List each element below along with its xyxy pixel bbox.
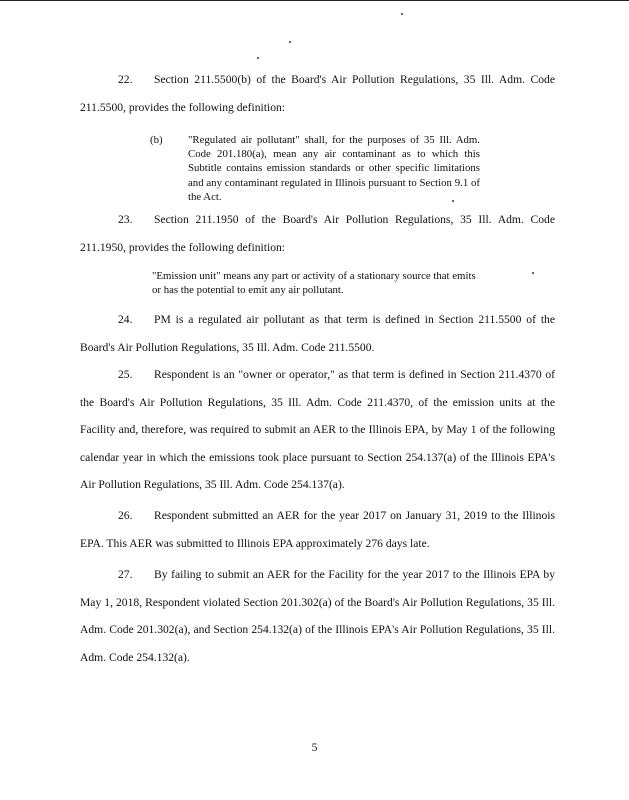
paragraph-23 — [80, 206, 555, 261]
paragraph-text: Section 211.5500(b) of the Board's Air Pollution Regulations, 35 Ill. Adm. Code 211.5500, provides the following definition: — [80, 73, 555, 114]
definition-block-regulated-air-pollutant — [150, 133, 480, 204]
scan-speck — [401, 13, 403, 15]
paragraph-number: 22. — [118, 73, 133, 86]
paragraph-25 — [80, 361, 555, 499]
paragraph-22 — [80, 66, 555, 121]
paragraph-27 — [80, 561, 555, 671]
scan-speck — [289, 41, 291, 43]
paragraph-number: 24. — [118, 313, 133, 326]
definition-block-emission-unit: "Emission unit" means any part or activity of a stationary source that emits or has the potential to emit any air pollutant. — [152, 270, 476, 297]
paragraph-text: Section 211.1950 of the Board's Air Pollution Regulations, 35 Ill. Adm. Code 211.1950, provides the following definition: — [80, 213, 555, 254]
paragraph-number: 27. — [118, 568, 133, 581]
paragraph-text: By failing to submit an AER for the Facility for the year 2017 to the Illinois EPA by May 1, 2018, Respondent violated Section 201.302(a) of the Board's Air Pollution Regulations, 35 Ill. Adm. Code 201.302(a), and Section 254.132(a) of the Illinois EPA's Air Pollution Regulations, 35 Ill. Adm. Code 254.132(a). — [80, 568, 555, 664]
paragraph-number: 25. — [118, 368, 133, 381]
definition-text: "Regulated air pollutant" shall, for the purposes of 35 Ill. Adm. Code 201.180(a), mean any air contaminant as to which this Subtitle contains emission standards or other specific limitations and any contaminant regulated in Illinois pursuant to Section 9.1 of the Act. — [188, 134, 480, 203]
scan-edge-line — [0, 0, 629, 1]
paragraph-text: Respondent submitted an AER for the year 2017 on January 31, 2019 to the Illinois EPA. This AER was submitted to Illinois EPA approximately 276 days late. — [80, 509, 555, 550]
paragraph-number: 23. — [118, 213, 133, 226]
scan-speck — [532, 272, 534, 274]
paragraph-text: PM is a regulated air pollutant as that term is defined in Section 211.5500 of the Board's Air Pollution Regulations, 35 Ill. Adm. Code 211.5500. — [80, 313, 555, 354]
definition-label: (b) — [150, 134, 163, 146]
paragraph-26 — [80, 502, 555, 557]
paragraph-text: Respondent is an "owner or operator," as that term is defined in Section 211.4370 of the Board's Air Pollution Regulations, 35 Ill. Adm. Code 211.4370, of the emission units at the Facility and, therefore, was required to submit an AER to the Illinois EPA, by May 1 of the following calendar year in which the emissions took place pursuant to Section 254.137(a) of the Illinois EPA's Air Pollution Regulations, 35 Ill. Adm. Code 254.137(a). — [80, 368, 555, 491]
scan-speck — [257, 57, 259, 59]
paragraph-24 — [80, 306, 555, 361]
paragraph-number: 26. — [118, 509, 133, 522]
page-number: 5 — [311, 741, 318, 754]
